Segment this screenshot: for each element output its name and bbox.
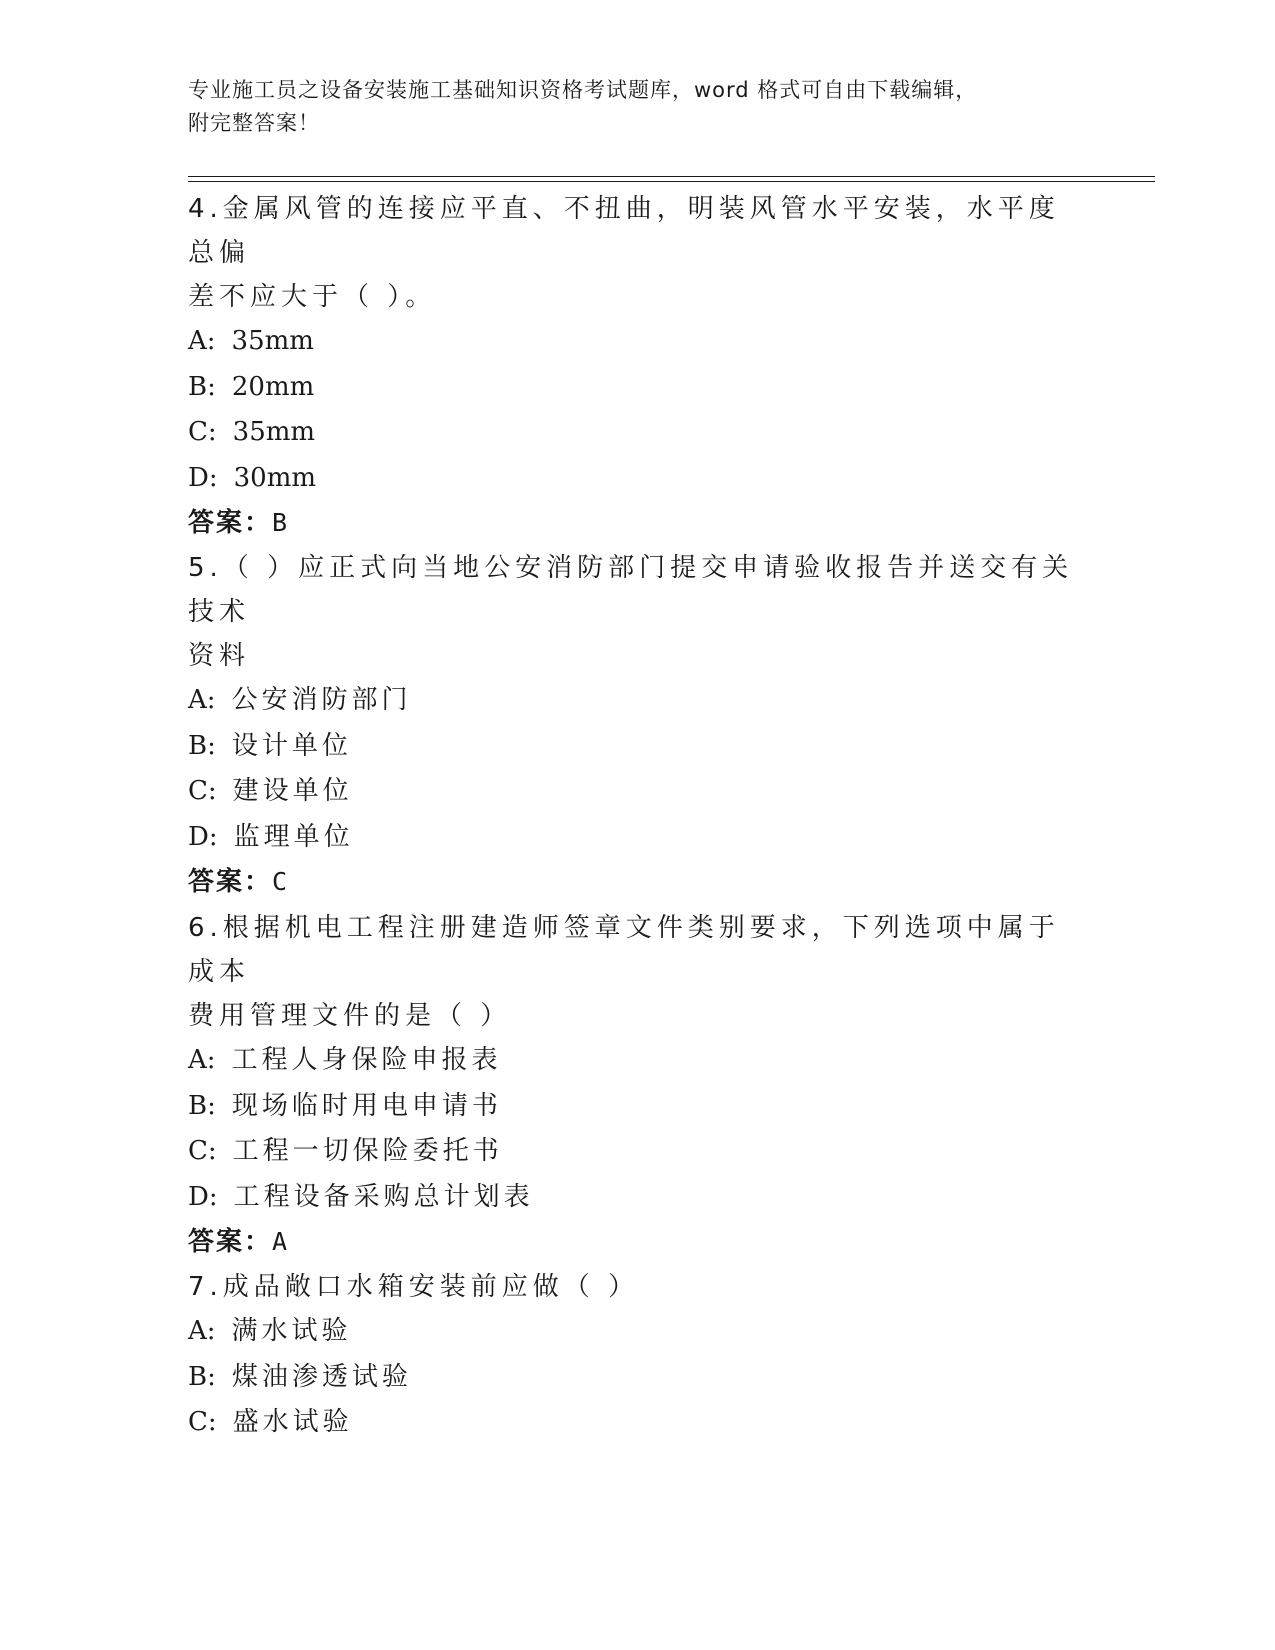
answer-line	[188, 860, 1088, 904]
question-7	[188, 1265, 1088, 1446]
option-text: 监理单位	[233, 821, 354, 852]
option-text: 盛水试验	[232, 1407, 353, 1437]
option-letter: C:	[188, 1136, 217, 1166]
option-text: 20mm	[231, 371, 315, 402]
option-letter: A:	[188, 1045, 216, 1075]
option-letter: A:	[188, 685, 216, 715]
option-letter: D:	[188, 821, 218, 852]
option-text: 30mm	[233, 462, 317, 493]
option-text: 设计单位	[231, 730, 352, 761]
question-stem-line: 6.根据机电工程注册建造师签章文件类别要求，下列选项中属于成本	[188, 913, 1060, 987]
header-divider-bottom	[188, 181, 1155, 182]
option-a	[188, 1309, 1088, 1355]
option-letter: B:	[188, 1090, 216, 1121]
option-text: 现场临时用电申请书	[231, 1090, 502, 1121]
option-b	[188, 724, 1088, 770]
question-stem-line: 5.（ ）应正式向当地公安消防部门提交申请验收报告并送交有关技术	[188, 553, 1074, 627]
option-letter: C:	[188, 417, 217, 447]
question-6	[188, 906, 1088, 1264]
option-c	[188, 410, 1088, 456]
answer-line	[188, 501, 1088, 545]
option-letter: C:	[188, 776, 217, 806]
option-b	[188, 1355, 1088, 1401]
option-c	[188, 769, 1088, 815]
answer-value: A	[272, 1227, 290, 1256]
option-d	[188, 1175, 1088, 1221]
option-text: 35mm	[232, 417, 316, 447]
document-header	[188, 74, 1088, 140]
option-text: 煤油渗透试验	[231, 1361, 412, 1392]
header-line-1: 专业施工员之设备安装施工基础知识资格考试题库，word 格式可自由下载编辑，	[188, 78, 978, 102]
option-d	[188, 456, 1088, 502]
answer-label: 答案：	[188, 1227, 273, 1257]
answer-value: B	[272, 508, 290, 537]
option-text: 工程一切保险委托书	[232, 1136, 503, 1166]
option-text: 工程人身保险申报表	[231, 1045, 502, 1075]
option-c	[188, 1129, 1088, 1175]
option-b	[188, 365, 1088, 411]
option-letter: C:	[188, 1407, 217, 1437]
option-letter: D:	[188, 462, 218, 493]
answer-label: 答案：	[188, 867, 273, 897]
option-text: 35mm	[231, 326, 314, 356]
question-stem-line: 4.金属风管的连接应平直、不扭曲，明装风管水平安装，水平度总偏	[188, 194, 1060, 268]
answer-label: 答案：	[188, 508, 273, 538]
option-letter: A:	[188, 1316, 216, 1346]
option-b	[188, 1084, 1088, 1130]
option-text: 建设单位	[232, 776, 353, 806]
option-letter: B:	[188, 1361, 216, 1392]
question-4	[188, 187, 1088, 545]
option-c	[188, 1400, 1088, 1446]
option-a	[188, 678, 1088, 724]
option-text: 公安消防部门	[231, 685, 412, 715]
option-letter: D:	[188, 1181, 218, 1212]
question-stem-line: 费用管理文件的是（ ）	[188, 1001, 512, 1031]
option-letter: B:	[188, 730, 216, 761]
option-text: 工程设备采购总计划表	[233, 1181, 534, 1212]
answer-value: C	[272, 867, 290, 896]
answer-line	[188, 1220, 1088, 1264]
header-line-2: 附完整答案！	[188, 111, 320, 135]
question-5	[188, 546, 1088, 904]
option-text: 满水试验	[231, 1316, 352, 1346]
option-letter: B:	[188, 371, 216, 402]
header-divider-top	[188, 176, 1155, 177]
option-letter: A:	[188, 326, 216, 356]
question-stem-line: 差不应大于（ ）。	[188, 282, 437, 312]
question-stem-line: 资料	[188, 641, 251, 671]
question-stem-line: 7.成品敞口水箱安装前应做（ ）	[188, 1272, 640, 1302]
option-a	[188, 1038, 1088, 1084]
option-a	[188, 319, 1088, 365]
option-d	[188, 815, 1088, 861]
